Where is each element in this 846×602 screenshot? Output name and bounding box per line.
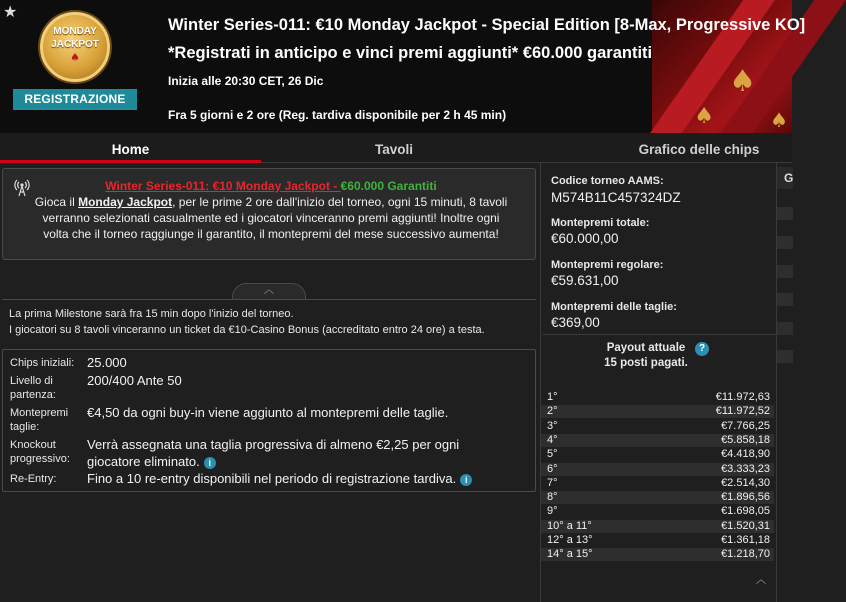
broadcast-icon — [13, 179, 31, 197]
milestone-line1: La prima Milestone sarà fra 15 min dopo l'inizio del torneo. — [9, 308, 294, 320]
spade-icon: ♠ — [694, 104, 714, 129]
total-prize-value: €60.000,00 — [551, 231, 619, 246]
payout-amount: €5.858,18 — [721, 433, 770, 446]
badge-line2: JACKPOT — [51, 39, 99, 50]
tournament-info — [543, 163, 776, 335]
side-panel-header: G — [777, 167, 793, 189]
payout-row — [541, 434, 774, 447]
payout-row — [541, 491, 774, 504]
bounty-prize-value: €369,00 — [551, 315, 600, 330]
info-icon[interactable]: i — [460, 474, 472, 486]
side-panel — [776, 163, 792, 602]
payout-row — [541, 448, 774, 461]
start-time: Inizia alle 20:30 CET, 26 Dic — [168, 74, 324, 88]
info-icon[interactable]: i — [204, 457, 216, 469]
promo-box — [2, 168, 536, 260]
chevron-up-icon: ︿ — [264, 285, 274, 296]
monday-jackpot-logo — [40, 12, 110, 82]
home-panel — [0, 163, 540, 602]
payout-amount: €4.418,90 — [721, 448, 770, 461]
payout-place: 10° a 11° — [547, 519, 592, 532]
promo-title-link[interactable]: Winter Series-011: €10 Monday Jackpot — [105, 179, 330, 193]
regular-prize-label: Montepremi regolare: — [551, 259, 664, 271]
promo-title: Winter Series-011: €10 Monday Jackpot - €60.000 Garantiti — [105, 179, 437, 193]
payout-row — [541, 405, 774, 418]
payout-amount: €11.972,63 — [715, 391, 770, 403]
spade-icon: ♠ — [70, 51, 80, 64]
tournament-info-panel — [540, 163, 775, 602]
payout-place: 1° — [547, 391, 558, 403]
payout-place: 4° — [547, 433, 558, 446]
payout-row — [541, 477, 774, 490]
promo-guarantee: €60.000 Garantiti — [340, 179, 437, 193]
tournament-details: Chips iniziali: 25.000 Livello di partenza: 200/400 Ante 50 Montepremi taglie: €4,50 da ogni buy-in viene aggiunto al montepremi delle taglie. Knockout progressivo: Verrà assegnata una taglia progressiva di almeno €2,25 per ogni giocatore eliminato. i Re-Entry: Fino a 10 re-entry disponibili nel periodo di registrazione tardiva. i — [2, 349, 536, 492]
side-panel-row — [777, 265, 793, 278]
payout-amount: €1.520,31 — [721, 519, 770, 532]
side-panel-row — [777, 236, 793, 249]
payout-amount: €1.896,56 — [721, 491, 770, 504]
payout-row — [541, 534, 774, 547]
tournament-header — [0, 0, 806, 133]
payout-place: 7° — [547, 476, 558, 489]
payout-place: 5° — [547, 448, 558, 461]
payout-amount: €2.514,30 — [721, 476, 770, 489]
side-panel-row — [777, 336, 793, 349]
payout-row — [541, 505, 774, 518]
payout-place: 8° — [547, 491, 558, 504]
payout-title: Payout attuale 15 posti pagati. — [604, 342, 688, 369]
payout-row — [541, 463, 774, 476]
milestone-info — [2, 299, 536, 343]
payout-row — [541, 391, 774, 404]
spade-icon: ♠ — [729, 64, 756, 99]
monday-jackpot-link[interactable]: Monday Jackpot — [78, 195, 173, 209]
code-label: Codice torneo AAMS: — [551, 175, 664, 187]
side-panel-row — [777, 293, 793, 306]
payout-amount: €1.698,05 — [721, 505, 770, 518]
payout-row — [541, 548, 774, 561]
payout-place: 9° — [547, 505, 558, 518]
side-panel-row — [777, 322, 793, 335]
help-icon[interactable]: ? — [695, 342, 709, 356]
tab-tavoli[interactable]: Tavoli — [374, 142, 413, 157]
bounty-prize-label: Montepremi delle taglie: — [551, 301, 677, 313]
collapse-toggle[interactable] — [232, 283, 306, 299]
payout-place: 2° — [547, 405, 558, 418]
payout-amount: €1.218,70 — [721, 548, 770, 561]
payout-place: 3° — [547, 419, 558, 432]
promo-description: Gioca il Monday Jackpot, per le prime 2 ore dall'inizio del torneo, ogni 15 minuti, 8 tavoli verranno selezionati casualmente ed i giocatori vinceranno premi aggiunti! Inoltre ogni volta che il torneo raggiunge il garantito, il montepremi del mese successivo aumenta! — [34, 195, 508, 241]
payout-place: 6° — [547, 462, 558, 475]
payout-row — [541, 520, 774, 533]
regular-prize-value: €59.631,00 — [551, 273, 619, 288]
spade-icon: ♠ — [770, 108, 788, 132]
tab-home[interactable]: Home — [0, 133, 261, 163]
side-panel-row — [777, 350, 793, 363]
tab-bar — [0, 133, 792, 163]
tab-grafico-chips[interactable]: Grafico delle chips — [638, 142, 760, 157]
badge-line1: MONDAY — [53, 26, 97, 37]
register-button[interactable]: REGISTRAZIONE — [13, 89, 137, 110]
scroll-up-icon[interactable]: ︿ — [756, 575, 766, 586]
payout-amount: €3.333,23 — [721, 462, 770, 475]
payout-amount: €7.766,25 — [721, 419, 770, 432]
side-panel-row — [777, 193, 793, 206]
payout-place: 12° a 13° — [547, 534, 593, 546]
total-prize-label: Montepremi totale: — [551, 217, 650, 229]
code-value: M574B11C457324DZ — [551, 190, 681, 205]
side-panel-row — [777, 207, 793, 220]
payout-row — [541, 420, 774, 433]
star-icon[interactable]: ★ — [3, 2, 18, 21]
payout-amount: €11.972,52 — [715, 405, 770, 418]
time-remaining: Fra 5 giorni e 2 ore (Reg. tardiva disponibile per 2 h 45 min) — [168, 108, 507, 122]
payout-amount: €1.361,18 — [721, 534, 770, 546]
payout-place: 14° a 15° — [547, 548, 593, 561]
milestone-line2: I giocatori su 8 tavoli vinceranno un ticket da €10-Casino Bonus (accreditato entro 24 ore) a testa. — [9, 324, 485, 336]
side-panel-row — [777, 307, 793, 320]
payout-header — [541, 339, 774, 387]
side-panel-row — [777, 250, 793, 263]
side-panel-row — [777, 279, 793, 292]
side-panel-row — [777, 222, 793, 235]
tournament-subtitle: *Registrati in anticipo e vinci premi aggiunti* €60.000 garantiti — [168, 44, 653, 62]
tournament-title: Winter Series-011: €10 Monday Jackpot - Special Edition [8-Max, Progressive KO] — [168, 16, 806, 34]
